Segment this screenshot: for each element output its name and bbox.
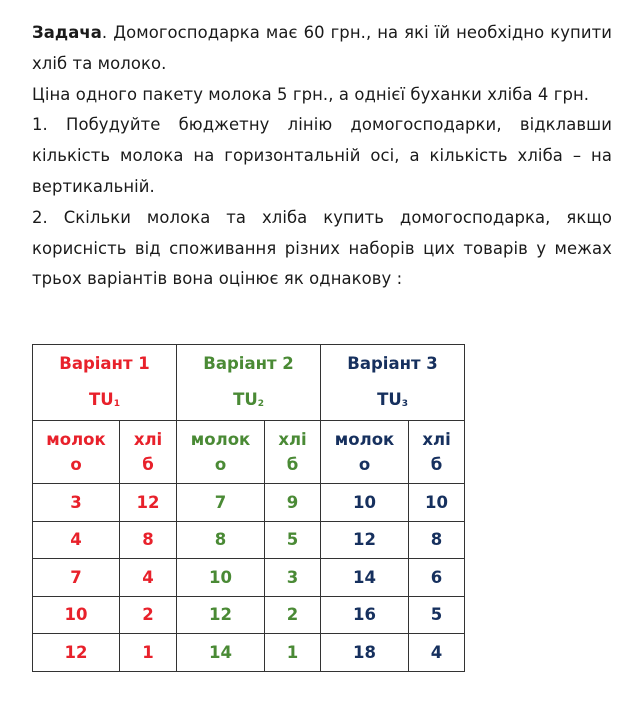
variant-3-bread-label-2: б (430, 455, 443, 474)
task-2: 2. Скільки молока та хліба купить домогосподарка, якщо корисність від споживання різних наборів цих товарів у межах трьох варіантів вона оцінює як однакову : (32, 207, 612, 289)
variant-1-tu-label: TU (89, 389, 114, 409)
variant-3-bread-header (409, 421, 465, 484)
variant-3-milk-cell: 14 (321, 559, 409, 597)
variant-3-milk-cell: 18 (321, 634, 409, 672)
variant-2-bread-header (265, 421, 321, 484)
table-row (33, 521, 465, 559)
variant-2-title: Варіант 2 (203, 353, 294, 373)
variant-2-bread-label-2: б (286, 455, 299, 474)
variant-2-milk-cell: 7 (177, 484, 265, 522)
variant-3-milk-cell: 12 (321, 521, 409, 559)
variant-2-milk-cell: 12 (177, 596, 265, 634)
variants-table (32, 344, 465, 672)
variant-1-bread-label: хлі (133, 430, 163, 449)
table-row (33, 559, 465, 597)
table-subheader-row (33, 421, 465, 484)
table-row (33, 634, 465, 672)
variant-2-milk-label: молок (190, 430, 251, 449)
variant-3-milk-header (321, 421, 409, 484)
problem-title: Задача (32, 23, 102, 42)
problem-text (32, 18, 612, 295)
variant-3-milk-cell: 10 (321, 484, 409, 522)
variant-2-bread-cell: 9 (265, 484, 321, 522)
variant-3-tu-label: TU (377, 389, 402, 409)
table-row (33, 484, 465, 522)
variant-2-tu-sub: 2 (257, 398, 264, 409)
variant-1-milk-cell: 3 (33, 484, 120, 522)
variant-1-milk-label-2: о (70, 455, 82, 474)
variant-2-milk-cell: 8 (177, 521, 265, 559)
variant-2-tu (177, 390, 320, 414)
variant-3-bread-label: хлі (422, 430, 451, 449)
variant-2-header (177, 345, 321, 421)
variant-1-tu-sub: 1 (113, 398, 120, 409)
variant-3-bread-cell: 8 (409, 521, 465, 559)
table-row (33, 596, 465, 634)
variant-3-milk-label-2: о (358, 455, 371, 474)
variant-3-milk-label: молок (334, 430, 395, 449)
variant-1-bread-cell: 4 (120, 559, 177, 597)
problem-intro-text: . Домогосподарка має 60 грн., на які їй необхідно купити хліб та молоко. (32, 23, 612, 73)
variant-1-bread-cell: 2 (120, 596, 177, 634)
variant-3-bread-cell: 6 (409, 559, 465, 597)
variant-2-milk-label-2: о (214, 455, 227, 474)
variant-1-bread-header (120, 421, 177, 484)
variant-1-milk-cell: 7 (33, 559, 120, 597)
variant-2-milk-cell: 14 (177, 634, 265, 672)
variant-3-bread-cell: 5 (409, 596, 465, 634)
variant-1-milk-header (33, 421, 120, 484)
variant-1-bread-label-2: б (142, 455, 154, 474)
variant-3-bread-cell: 4 (409, 634, 465, 672)
variant-3-milk-cell: 16 (321, 596, 409, 634)
variant-3-bread-cell: 10 (409, 484, 465, 522)
variant-1-title: Варіант 1 (59, 353, 150, 373)
variant-2-milk-cell: 10 (177, 559, 265, 597)
variant-3-title: Варіант 3 (347, 353, 438, 373)
variant-3-header (321, 345, 465, 421)
variant-2-bread-cell: 2 (265, 596, 321, 634)
variant-2-bread-cell: 3 (265, 559, 321, 597)
task-1: 1. Побудуйте бюджетну лінію домогосподарки, відклавши кількість молока на горизонтальній осі, а кількість хліба – на вертикальній. (32, 115, 612, 196)
variant-1-bread-cell: 8 (120, 521, 177, 559)
variant-2-tu-label: TU (233, 389, 258, 409)
variant-1-milk-cell: 4 (33, 521, 120, 559)
table-header-row (33, 345, 465, 421)
variant-1-milk-cell: 12 (33, 634, 120, 672)
variant-3-tu (321, 390, 464, 414)
variant-2-bread-cell: 1 (265, 634, 321, 672)
variant-2-milk-header (177, 421, 265, 484)
variant-2-bread-label: хлі (278, 430, 307, 449)
variant-1-tu (33, 390, 176, 414)
variant-3-tu-sub: 3 (401, 398, 408, 409)
variant-1-milk-label: молок (46, 430, 106, 449)
problem-prices: Ціна одного пакету молока 5 грн., а однієї буханки хліба 4 грн. (32, 84, 590, 104)
variant-1-header (33, 345, 177, 421)
variant-2-bread-cell: 5 (265, 521, 321, 559)
problem-intro (32, 18, 612, 80)
variant-1-bread-cell: 12 (120, 484, 177, 522)
variant-1-bread-cell: 1 (120, 634, 177, 672)
variant-1-milk-cell: 10 (33, 596, 120, 634)
